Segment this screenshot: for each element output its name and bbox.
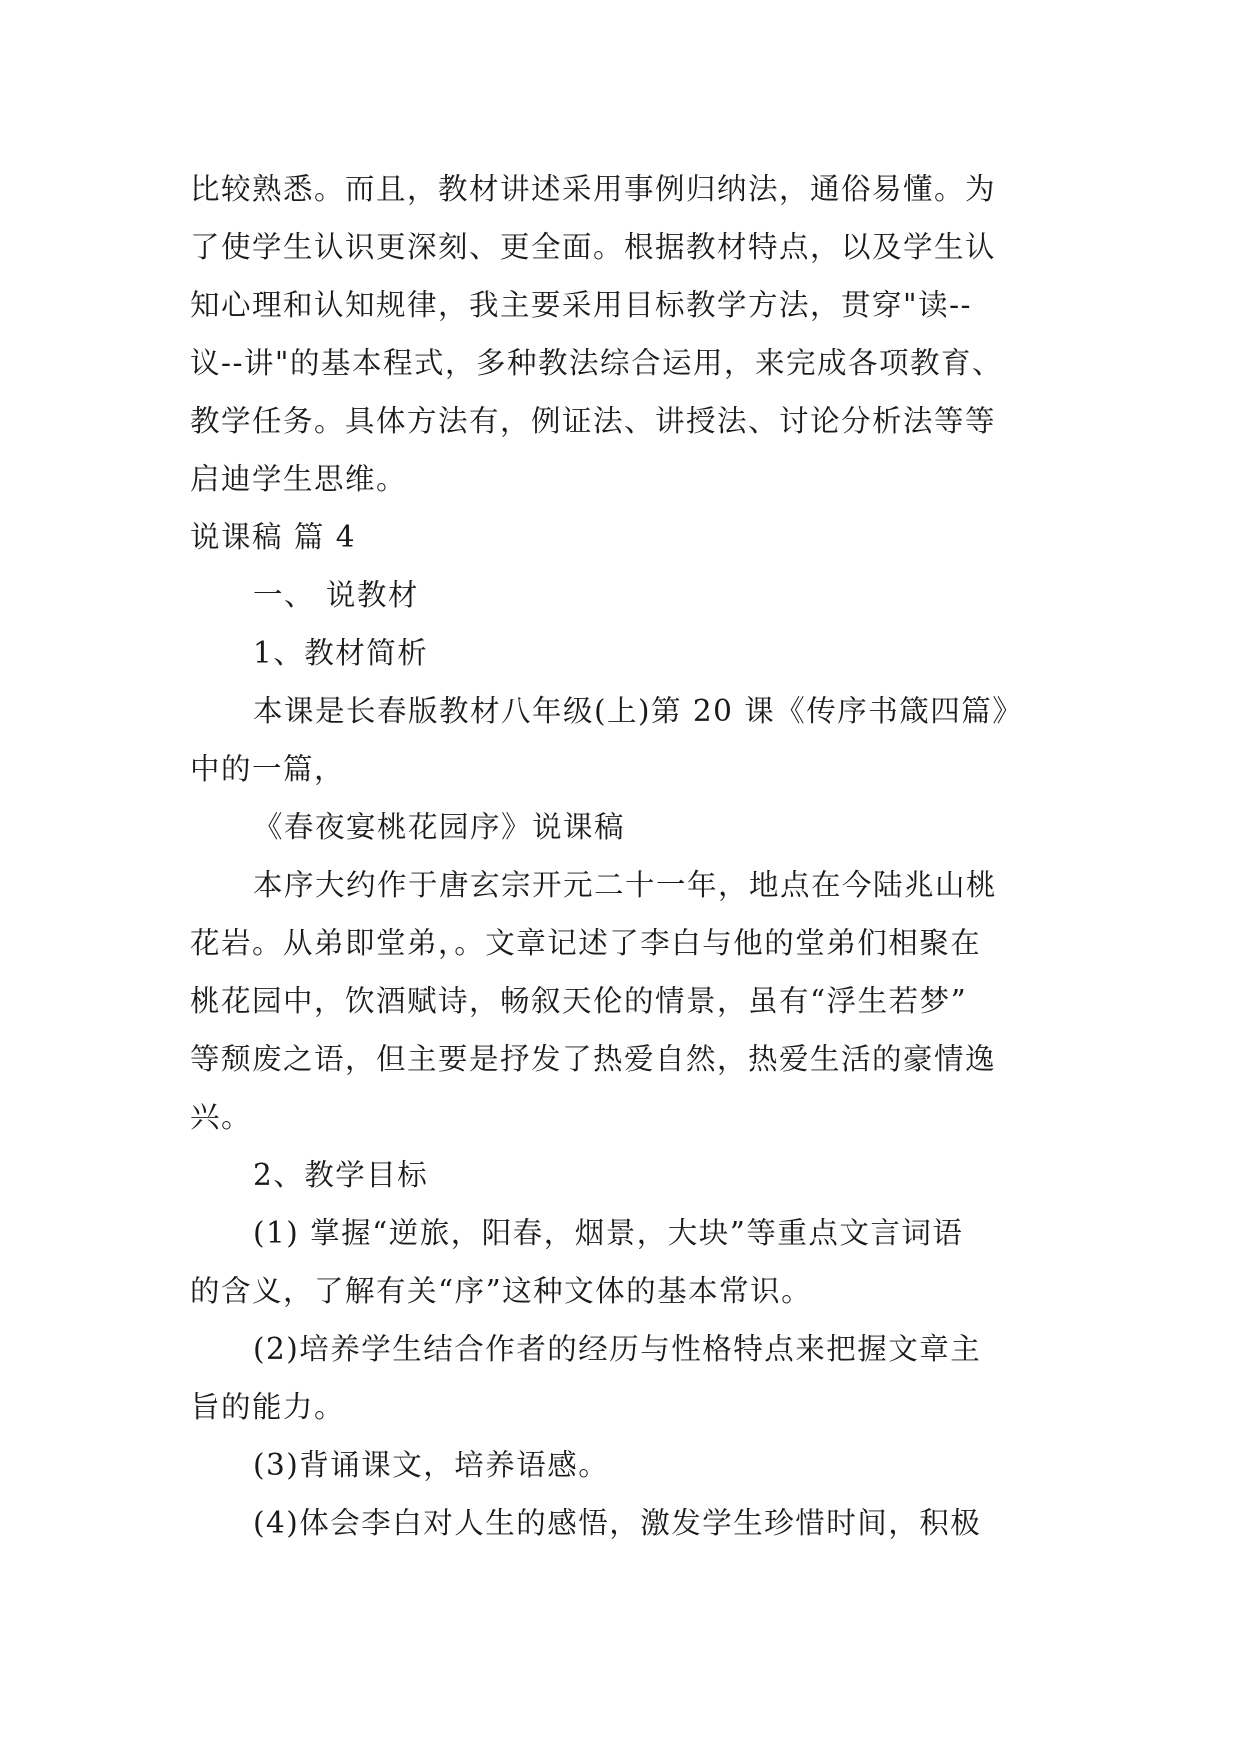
text-line: (4)体会李白对人生的感悟，激发学生珍惜时间，积极: [253, 1506, 982, 1540]
text-line: (1) 掌握“逆旅，阳春，烟景，大块”等重点文言词语: [253, 1216, 964, 1250]
text-line: 桃花园中，饮酒赋诗，畅叙天伦的情景，虽有“浮生若梦”: [190, 984, 968, 1018]
text-line: 等颓废之语，但主要是抒发了热爱自然，热爱生活的豪情逸: [190, 1042, 997, 1076]
text-line: 兴。: [190, 1100, 253, 1134]
text-line: 本序大约作于唐玄宗开元二十一年，地点在今陆兆山桃: [253, 868, 998, 902]
text-line: 教学任务。具体方法有，例证法、讲授法、讨论分析法等等: [190, 404, 997, 438]
text-line: (2)培养学生结合作者的经历与性格特点来把握文章主: [253, 1332, 982, 1366]
text-line: 说课稿 篇 4: [190, 520, 357, 554]
text-line: 启迪学生思维。: [190, 462, 408, 496]
text-line: 《春夜宴桃花园序》说课稿: [253, 810, 626, 844]
text-line: 中的一篇，: [190, 752, 346, 786]
text-line: 花岩。从弟即堂弟，。文章记述了李白与他的堂弟们相聚在: [190, 926, 982, 960]
text-line: 知心理和认知规律，我主要采用目标教学方法，贯穿"读--: [190, 288, 973, 322]
text-line: 了使学生认识更深刻、更全面。根据教材特点，以及学生认: [190, 230, 997, 264]
text-line: 一、 说教材: [253, 578, 419, 612]
text-line: 2、教学目标: [253, 1158, 429, 1192]
document-body: [190, 160, 1060, 1552]
text-line: 旨的能力。: [190, 1390, 346, 1424]
text-line: 比较熟悉。而且，教材讲述采用事例归纳法，通俗易懂。为: [190, 172, 997, 206]
text-line: 本课是长春版教材八年级(上)第 20 课《传序书箴四篇》: [253, 694, 1024, 728]
text-line: (3)背诵课文，培养语感。: [253, 1448, 610, 1482]
text-line: 的含义，了解有关“序”这种文体的基本常识。: [190, 1274, 813, 1308]
text-line: 议--讲"的基本程式，多种教法综合运用，来完成各项教育、: [190, 346, 1004, 380]
text-line: 1、教材简析: [253, 636, 429, 670]
